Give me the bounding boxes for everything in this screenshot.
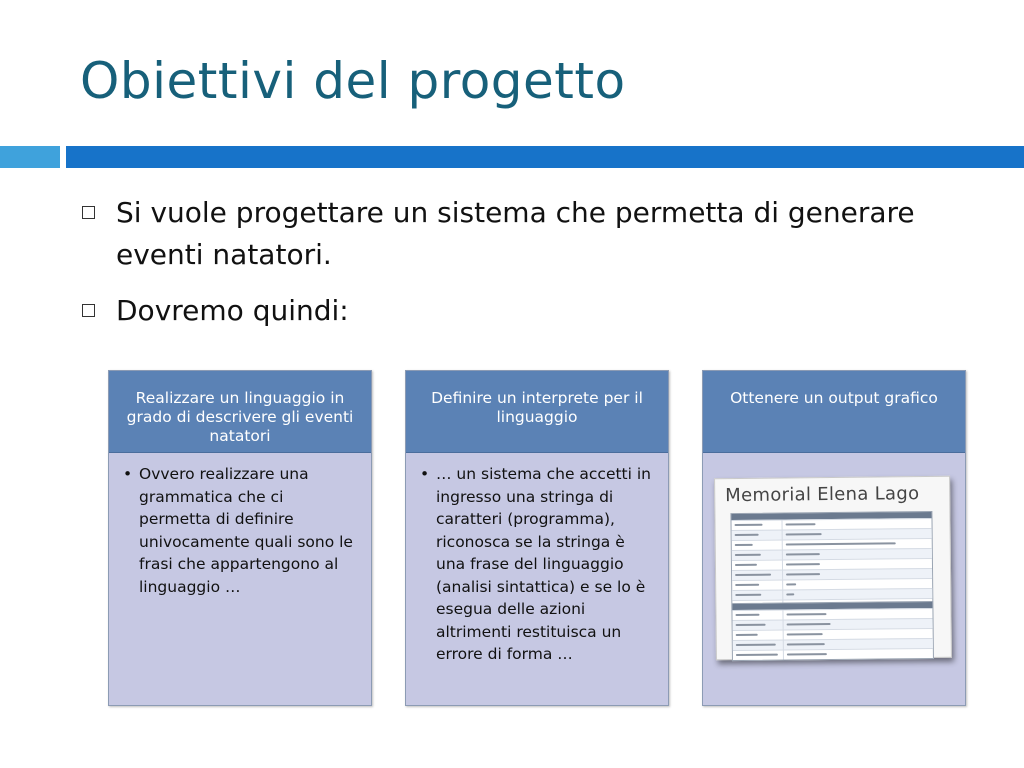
screenshot-title: Memorial Elena Lago [725, 483, 920, 507]
accent-bar-dark [66, 146, 1024, 168]
output-screenshot-image [714, 476, 952, 660]
bullet-list [78, 192, 938, 346]
bullet-text: Dovremo quindi: [116, 294, 349, 327]
card-body-text: • … un sistema che accetti in ingresso una stringa di caratteri (programma), riconosca se la stringa è una frase del linguaggio (analisi sintattica) e se lo è esegua delle azioni altrimenti restituisca un errore di forma … [420, 463, 654, 666]
slide-title: Obiettivi del progetto [80, 52, 626, 110]
accent-bar-light [0, 146, 60, 168]
card-body [406, 453, 668, 666]
bullet-item [78, 290, 938, 332]
square-bullet-icon [82, 304, 95, 317]
card-language [108, 370, 372, 706]
card-header: Definire un interprete per il linguaggio [406, 371, 668, 453]
card-output [702, 370, 966, 706]
card-interpreter [405, 370, 669, 706]
bullet-text: Si vuole progettare un sistema che permetta di generare eventi natatori. [116, 196, 915, 271]
bullet-item [78, 192, 938, 276]
card-body [109, 453, 371, 598]
card-header: Realizzare un linguaggio in grado di descrivere gli eventi natatori [109, 371, 371, 453]
screenshot-table-info [730, 511, 933, 611]
screenshot-table-jury [731, 601, 934, 661]
square-bullet-icon [82, 206, 95, 219]
card-header: Ottenere un output grafico [703, 371, 965, 453]
card-body-text: • Ovvero realizzare una grammatica che ci permetta di definire univocamente quali sono le frasi che appartengono al linguaggio … [123, 463, 357, 598]
